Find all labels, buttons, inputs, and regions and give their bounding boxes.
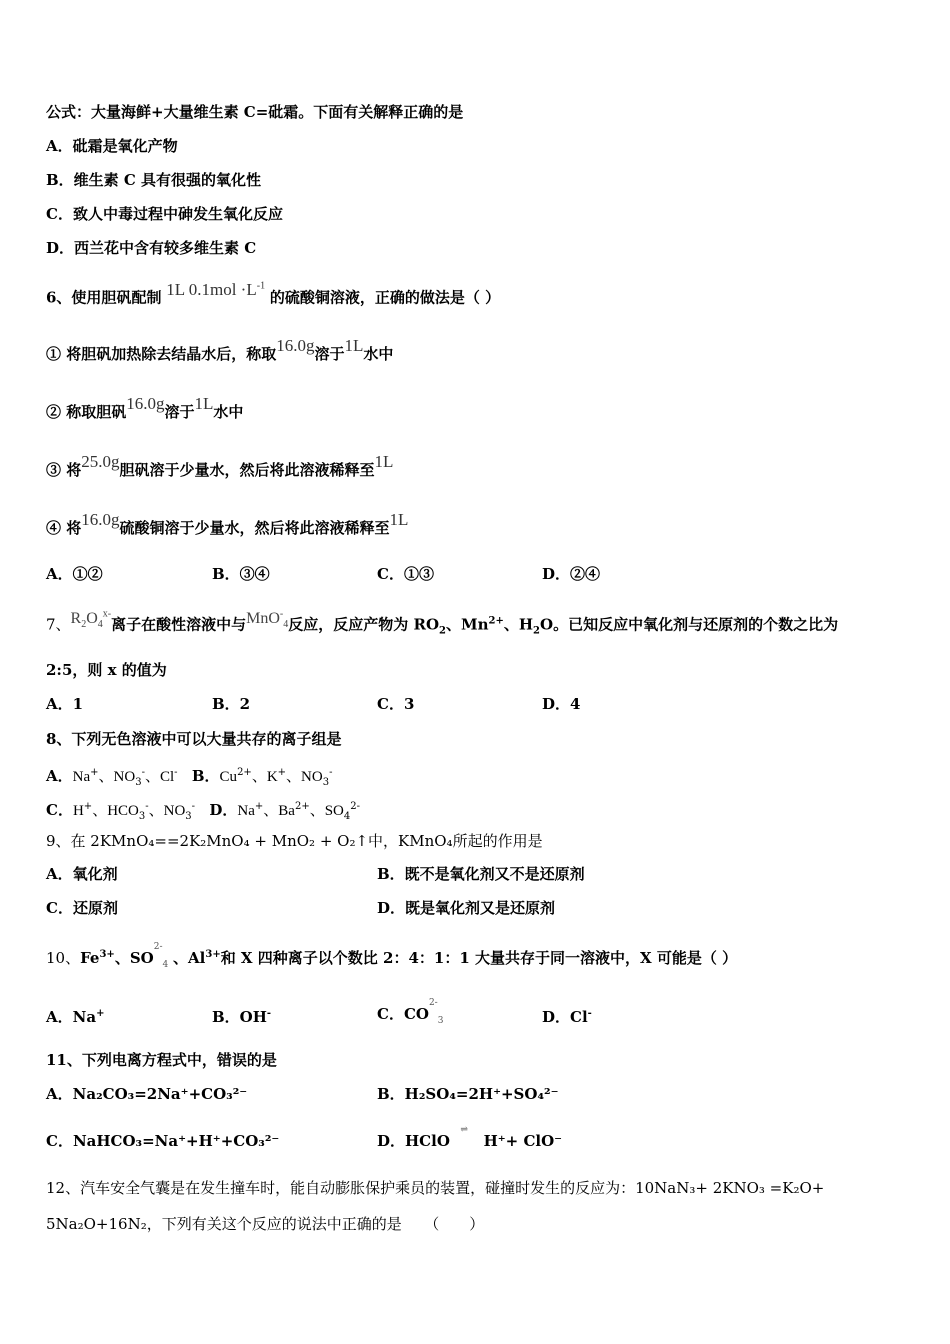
q10-c-charge: 2-: [428, 998, 438, 1008]
q6-s4-volume: 1L: [389, 510, 409, 529]
q6-s2-volume: 1L: [194, 394, 214, 413]
q6-stem-start: 6、使用胆矾配制: [46, 288, 162, 307]
q8-stem: 8、下列无色溶液中可以大量共存的离子组是: [46, 730, 342, 748]
q8-b-sup2: +: [277, 767, 287, 778]
q10-option-d: [542, 1004, 592, 1027]
q9-option-b: B．既不是氧化剂又不是还原剂: [377, 865, 585, 883]
q9-option-d: D．既是氧化剂又是还原剂: [377, 899, 556, 917]
q6-option-d: D．②④: [542, 565, 601, 583]
q8-a-sup3: -: [174, 767, 178, 778]
q8-b-sup1: 2+: [237, 767, 252, 778]
q8-c-sub2: 3: [185, 811, 192, 822]
q6-s1-text-c: 水中: [363, 345, 394, 363]
q10-fe-sup: 3+: [99, 949, 115, 960]
q8-a-text: Na: [72, 769, 91, 785]
q7-ion1-sup: x-: [102, 609, 112, 620]
q7-option-d: D．4: [542, 695, 581, 713]
q8-row-2: [46, 797, 360, 827]
q7-number: 7、: [46, 615, 71, 634]
q8-d-sup2: 2+: [294, 801, 310, 812]
q10-c-text: C．CO: [377, 1005, 429, 1023]
q8-b-sub: 3: [322, 777, 330, 788]
q6-statement-4: [46, 510, 409, 538]
q8-c-sup2: -: [145, 801, 149, 812]
q8-d-sup1: +: [254, 801, 264, 812]
q6-s1-text-a: ① 将胆矾加热除去结晶水后，称取: [46, 345, 277, 363]
q11-d-text-b: H⁺+ ClO⁻: [483, 1132, 563, 1150]
q9-stem: 9、在 2KMnO₄==2K₂MnO₄ + MnO₂ + O₂↑中，KMnO₄所起的作用是: [46, 832, 543, 850]
q6-option-a: A．①②: [46, 565, 103, 583]
q5-option-c: C．致人中毒过程中砷发生氧化反应: [46, 205, 283, 223]
q7-text-c: 、Mn: [446, 615, 489, 634]
q7-ion1-sub1: 2: [81, 619, 87, 631]
q6-option-c: C．①③: [377, 565, 434, 583]
q10-number: 10、: [46, 949, 81, 967]
q8-d-sup3: 2-: [350, 801, 361, 812]
q8-c-label: C．: [46, 801, 73, 819]
q6-s2-text-a: ② 称取胆矾: [46, 403, 127, 421]
q8-a-end: 、Cl: [144, 769, 175, 785]
q8-c-mid: 、HCO: [92, 803, 139, 819]
q8-b-sup3: -: [329, 767, 333, 778]
q11-option-d: [377, 1125, 563, 1154]
q7-sub-2b: 2: [533, 625, 541, 637]
q7-ion-r2o4: [70, 609, 112, 631]
q10-al-sup: 3+: [205, 949, 221, 960]
q10-al: 、Al: [173, 949, 206, 967]
q10-d-text: D．Cl: [542, 1008, 588, 1026]
q10-stem: [46, 942, 738, 975]
q11-option-a: A．Na₂CO₃=2Na⁺+CO₃²⁻: [46, 1085, 248, 1103]
q10-d-sup: -: [587, 1008, 592, 1019]
q8-d-mid: 、Ba: [263, 803, 295, 819]
q6-s4-text-b: 硫酸铜溶于少量水，然后将此溶液稀释至: [119, 519, 390, 537]
q12-stem-line1: 12、汽车安全气囊是在发生撞车时，能自动膨胀保护乘员的装置，碰撞时发生的反应为：10NaN₃+ 2KNO₃ =K₂O+: [46, 1179, 825, 1197]
q6-s3-text-b: 胆矾溶于少量水，然后将此溶液稀释至: [119, 461, 375, 479]
q7-text-a: 离子在酸性溶液中与: [111, 615, 247, 634]
q10-a-text: A．Na: [46, 1008, 97, 1026]
q11-d-text-a: D．HClO: [377, 1132, 450, 1150]
q8-c-sup3: -: [191, 801, 196, 812]
q10-a-sup: +: [96, 1008, 105, 1019]
q10-so-charge: [154, 942, 163, 952]
q8-b-mid: 、K: [251, 769, 278, 785]
q12-stem-line2: 5Na₂O+16N₂，下列有关这个反应的说法中正确的是 （ ）: [46, 1215, 485, 1233]
q6-s2-text-b: 溶于: [164, 403, 195, 421]
q8-c-sub1: 3: [138, 811, 146, 822]
q7-ion2-sup: -: [279, 609, 284, 620]
q11-option-c: C．NaHCO₃=Na⁺+H⁺+CO₃²⁻: [46, 1132, 280, 1150]
q10-option-a: [46, 1004, 104, 1027]
q5-stem: 公式：大量海鲜+大量维生素 C=砒霜。下面有关解释正确的是: [46, 103, 464, 121]
q8-d-end: 、SO: [309, 803, 344, 819]
q8-d-label: D．: [209, 801, 238, 819]
q10-fe: Fe: [80, 949, 100, 967]
q8-a-sub: 3: [135, 777, 142, 788]
q7-stem-line2: 2:5，则 x 的值为: [46, 661, 167, 679]
q8-a-mid: 、NO: [98, 769, 136, 785]
q6-statement-3: [46, 452, 394, 480]
q7-option-c: C．3: [377, 695, 415, 713]
q6-statement-1: [46, 336, 394, 364]
q10-rest: 和 X 四种离子以个数比 2：4：1：1 大量共存于同一溶液中，X 可能是（ ）: [220, 949, 738, 967]
q6-s3-text-a: ③ 将: [46, 461, 82, 479]
q8-a-sup1: +: [90, 767, 99, 778]
q11-option-b: B．H₂SO₄=2H⁺+SO₄²⁻: [377, 1085, 559, 1103]
q5-option-a: A．砒霜是氧化产物: [46, 137, 178, 155]
q7-sup-2plus: 2+: [488, 615, 504, 627]
q6-stem-end: 的硫酸铜溶液，正确的做法是（ ）: [269, 288, 501, 307]
q8-b-end: 、NO: [286, 769, 323, 785]
q8-d-text: Na: [237, 803, 255, 819]
q6-s1-text-b: 溶于: [314, 345, 345, 363]
q11-stem: 11、下列电离方程式中，错误的是: [46, 1051, 277, 1069]
q6-s3-mass: 25.0g: [81, 452, 120, 471]
q10-so-charge-value: 2-: [153, 942, 163, 952]
q6-s2-text-c: 水中: [213, 403, 244, 421]
q6-s1-volume: 1L: [344, 336, 364, 355]
q10-c-sub: 3: [437, 1016, 444, 1026]
q6-s2-mass: 16.0g: [126, 394, 165, 413]
q8-a-label: A．: [46, 767, 73, 785]
q9-option-c: C．还原剂: [46, 899, 118, 917]
q10-so-sub: 4: [162, 960, 169, 970]
q8-b-label: B．: [191, 767, 220, 785]
q6-concentration: [166, 280, 265, 299]
q6-s1-mass: 16.0g: [276, 336, 315, 355]
q10-b-sup: -: [266, 1008, 272, 1019]
q8-d-sub: 4: [343, 811, 351, 822]
q11-d-arrow: ⇌: [460, 1125, 468, 1135]
q6-concentration-exp: -1: [256, 280, 266, 291]
q7-option-b: B．2: [212, 695, 251, 713]
q7-ion1-mid: O: [86, 610, 98, 628]
q7-ion1-sub2: 4: [97, 619, 103, 631]
q10-option-b: [212, 1004, 271, 1027]
q6-s4-mass: 16.0g: [81, 510, 120, 529]
q9-option-a: A．氧化剂: [46, 865, 118, 883]
q7-text-b: 反应，反应产物为 RO: [288, 615, 440, 634]
q7-ion1-base: R: [70, 610, 82, 628]
q6-s3-volume: 1L: [374, 452, 394, 471]
q7-stem: [46, 611, 838, 642]
q7-ion-mno4: [246, 609, 289, 631]
q5-option-b: B．维生素 C 具有很强的氧化性: [46, 171, 262, 189]
q7-ion2-base: MnO: [246, 610, 280, 628]
q5-option-d: D．西兰花中含有较多维生素 C: [46, 239, 257, 257]
q7-option-a: A．1: [46, 695, 84, 713]
q8-a-sup2: -: [141, 767, 145, 778]
q7-ion2-sub: 4: [283, 619, 289, 631]
q6-option-b: B．③④: [212, 565, 270, 583]
q10-so: 、SO: [114, 949, 154, 967]
q8-c-end: 、NO: [148, 803, 186, 819]
q10-option-c: [377, 998, 444, 1031]
q7-text-d: 、H: [503, 615, 534, 634]
q8-c-text: H: [72, 803, 84, 819]
q8-c-sup1: +: [83, 801, 93, 812]
q8-row-1: [46, 763, 332, 793]
q7-sub-2a: 2: [439, 625, 446, 637]
q6-stem: [46, 279, 501, 308]
q7-text-e: O。已知反应中氧化剂与还原剂的个数之比为: [540, 615, 839, 634]
q8-b-text: Cu: [219, 769, 238, 785]
q6-concentration-value: 1L 0.1mol ·L: [166, 279, 257, 299]
q10-b-text: B．OH: [212, 1008, 267, 1026]
q6-s4-text-a: ④ 将: [46, 519, 82, 537]
q6-statement-2: [46, 394, 244, 422]
